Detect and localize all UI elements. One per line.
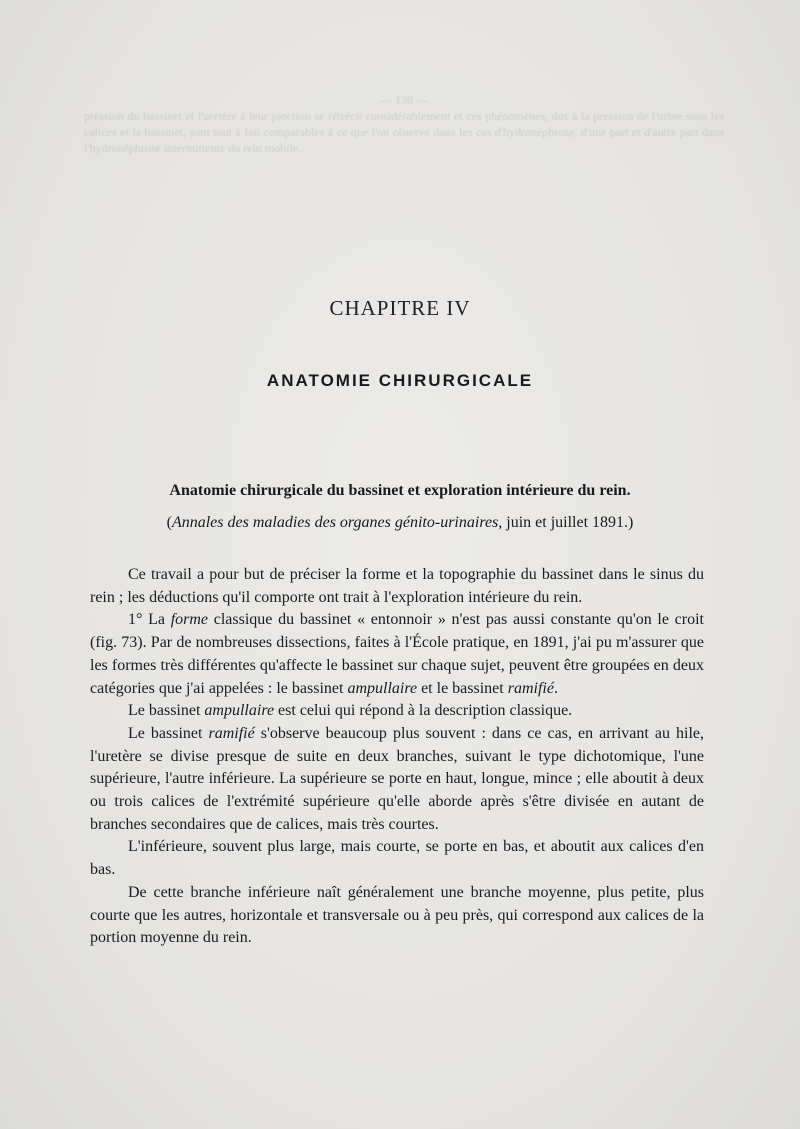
emphasis-text: forme (170, 611, 209, 629)
bleed-through-text (84, 93, 724, 156)
paragraph-forme (90, 609, 704, 700)
paragraph-moyenne (90, 882, 704, 950)
paragraph-text: est celui qui répond à la description classique. (274, 702, 573, 720)
paragraph-text: De cette branche inférieure naît généralement une branche moyenne, plus petite, plus courte que les autres, horizontale et transversale ou à peu près, qui correspond aux calices de la portion moyenne du rein. (90, 883, 704, 947)
source-date: juin et juillet 1891.) (502, 514, 634, 531)
page-number: — 138 — (380, 93, 428, 107)
bleed-through-paragraph: pression du bassinet et l'uretère à leur jonction se rétrécit considérablement et ces phénomènes, dus à la pression de l'urine sous les calices et la bassinet, sont tout à fait comparables à ce que l'on observe dans les cas d'hydronéphrose, d'une part et d'autre part dans l'hydronéphrose intermittente du rein mobile. (84, 109, 724, 155)
source-open-paren: ( (166, 514, 172, 531)
paragraph-text: . (553, 679, 558, 697)
paragraph-inferieure (90, 836, 704, 881)
emphasis-text: ramifié (507, 679, 554, 697)
paragraph-text: Le bassinet (128, 702, 205, 720)
paragraph-ramifie (90, 723, 704, 837)
paragraph-text: 1° La (128, 611, 171, 629)
paragraph-text: Ce travail a pour but de préciser la forme et la topographie du bassinet dans le sinus du rein ; les déductions qu'il comporte ont trait à l'exploration intérieure du rein. (90, 566, 704, 606)
paragraph-text: s'observe beaucoup plus souvent : dans ce cas, en arrivant au hile, l'uretère se divise presque de suite en deux branches, suivant le type dichotomique, l'une supérieure, l'autre inférieure. La supérieure se porte en haut, longue, mince ; elle aboutit à deux ou trois calices de l'extrémité supérieure qu'elle aborde après s'être divisée en autant de branches secondaires que de calices, mais très courtes. (90, 724, 705, 833)
emphasis-text: ampullaire (204, 702, 275, 720)
paragraph-text: et le bassinet (417, 679, 508, 697)
paragraph-intro (90, 564, 704, 609)
body-text (90, 564, 704, 950)
source-journal: Annales des maladies des organes génito-urinaires, (171, 514, 503, 531)
paragraph-text: Le bassinet (128, 724, 209, 742)
chapter-heading: CHAPITRE IV (329, 296, 471, 320)
paragraph-ampullaire (90, 700, 704, 723)
article-source (0, 514, 800, 532)
emphasis-text: ramifié (208, 724, 255, 742)
paragraph-text: classique du bassinet « entonnoir » n'est pas aussi constante qu'on le croit (fig. 73). Par de nombreuses dissections, faites à l'École pratique, en 1891, j'ai pu m'assurer que les formes très différentes qu'affecte le bassinet sur chaque sujet, peuvent être groupées en deux catégories que j'ai appelées : le bassinet (90, 611, 704, 697)
paragraph-text: L'inférieure, souvent plus large, mais courte, se porte en bas, et aboutit aux calices d'en bas. (90, 838, 704, 879)
emphasis-text: ampullaire (347, 679, 418, 697)
article-title: Anatomie chirurgicale du bassinet et exploration intérieure du rein. (169, 482, 631, 499)
section-heading: ANATOMIE CHIRURGICALE (266, 371, 534, 390)
